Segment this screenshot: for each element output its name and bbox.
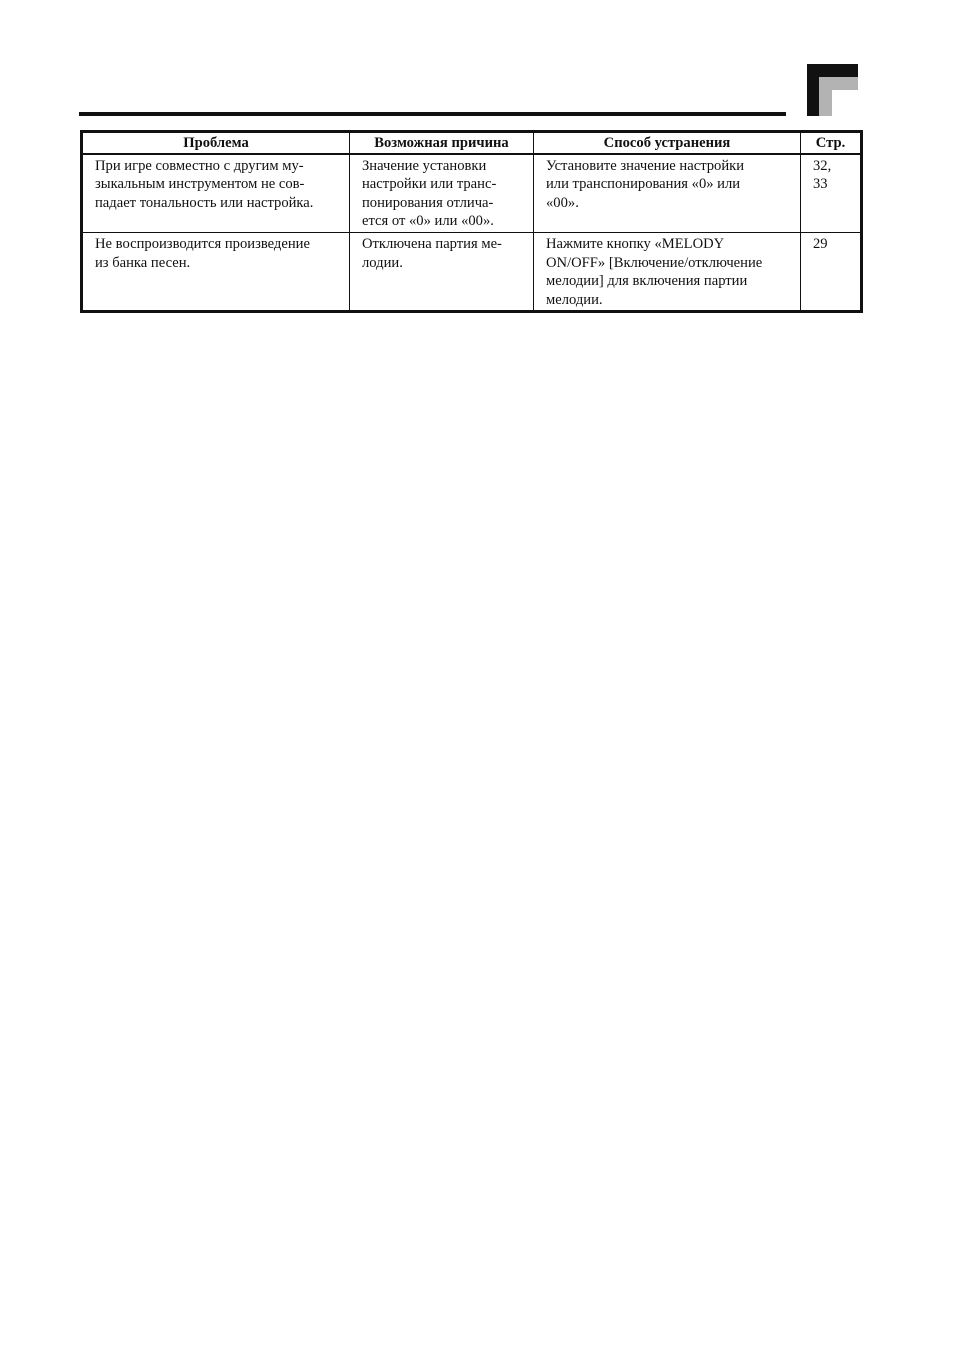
section-corner-mark [807, 64, 858, 116]
table-row [82, 232, 862, 311]
header-page: Стр. [801, 132, 862, 154]
cell-cause: Отключена партия ме- лодии. [350, 232, 534, 311]
cell-remedy: Нажмите кнопку «MELODY ON/OFF» [Включение/отключение мелодии] для включения партии мелодии. [534, 232, 801, 311]
header-problem: Проблема [82, 132, 350, 154]
cell-cause: Значение установки настройки или транс- понирования отлича- ется от «0» или «00». [350, 154, 534, 233]
header-cause: Возможная причина [350, 132, 534, 154]
cell-problem: Не воспроизводится произведение из банка песен. [82, 232, 350, 311]
table-row [82, 154, 862, 233]
cell-remedy: Установите значение настройки или транспонирования «0» или «00». [534, 154, 801, 233]
cell-page: 32, 33 [801, 154, 862, 233]
cell-problem: При игре совместно с другим му- зыкальным инструментом не сов- падает тональность или настройка. [82, 154, 350, 233]
header-remedy: Способ устранения [534, 132, 801, 154]
cell-page: 29 [801, 232, 862, 311]
troubleshooting-table [80, 130, 863, 313]
header-rule [79, 112, 786, 116]
corner-mark-white-block [832, 90, 858, 116]
table-header-row [82, 132, 862, 154]
